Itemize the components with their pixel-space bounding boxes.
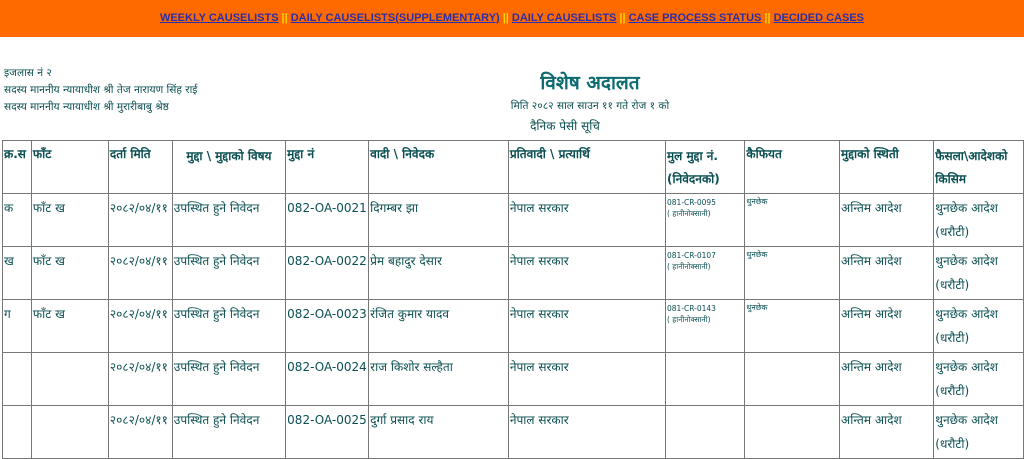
- decision-type: थुनछेक आदेश: [935, 307, 998, 321]
- nav-daily-causelists[interactable]: DAILY CAUSELISTS: [511, 12, 617, 24]
- original-case-number: 081-CR-0143: [667, 304, 716, 313]
- cell-original-case: [666, 247, 745, 300]
- cell-decision: [934, 247, 1024, 300]
- original-case-number: 081-CR-0107: [667, 251, 716, 260]
- cell-plaintiff: प्रेम बहादुर देसार: [369, 247, 509, 300]
- col-defendant: प्रतिवादी \ प्रत्यार्थि: [508, 141, 665, 194]
- decision-type: थुनछेक आदेश: [935, 360, 998, 374]
- col-original-case-number: मुल मुद्दा नं. (निवेदनको): [666, 141, 745, 194]
- cell-remarks: [745, 406, 840, 459]
- table-row: [3, 353, 1024, 406]
- cell-status: अन्तिम आदेश: [840, 406, 934, 459]
- cell-date: २०८२/०४/११: [108, 300, 172, 353]
- cell-status: अन्तिम आदेश: [840, 300, 934, 353]
- cell-defendant: नेपाल सरकार: [508, 247, 665, 300]
- col-case-subject: मुद्दा \ मुद्दाको विषय: [172, 141, 285, 194]
- col-remarks: कैफियत: [745, 141, 840, 194]
- cell-decision: [934, 194, 1024, 247]
- decision-type: थुनछेक आदेश: [935, 201, 998, 215]
- cell-subject: उपस्थित हुने निवेदन: [172, 353, 285, 406]
- list-title: दैनिक पेसी सूचि: [530, 119, 600, 133]
- table-row: [3, 247, 1024, 300]
- cell-serial: [3, 353, 32, 406]
- cell-defendant: नेपाल सरकार: [508, 406, 665, 459]
- cell-decision: [934, 353, 1024, 406]
- cell-subject: उपस्थित हुने निवेदन: [172, 300, 285, 353]
- nav-case-process-status[interactable]: CASE PROCESS STATUS: [628, 12, 762, 24]
- cell-case-number[interactable]: 082-OA-0021: [286, 194, 369, 247]
- cell-subject: उपस्थित हुने निवेदन: [172, 247, 285, 300]
- nav-separator: ||: [764, 12, 771, 24]
- cell-serial: ख: [3, 247, 32, 300]
- cell-font: [31, 406, 108, 459]
- cell-remarks: धुनछेक: [745, 194, 840, 247]
- nav-separator: ||: [281, 12, 288, 24]
- cell-case-number[interactable]: 082-OA-0023: [286, 300, 369, 353]
- decision-subtype: (धरौटी): [935, 331, 970, 345]
- cell-defendant: नेपाल सरकार: [508, 300, 665, 353]
- cell-font: फाँट ख: [31, 194, 108, 247]
- nav-weekly-causelists[interactable]: WEEKLY CAUSELISTS: [159, 12, 279, 24]
- nav-daily-causelists-supplementary[interactable]: DAILY CAUSELISTS(SUPPLEMENTARY): [290, 12, 500, 24]
- decision-subtype: (धरौटी): [935, 278, 970, 292]
- cell-status: अन्तिम आदेश: [840, 194, 934, 247]
- cell-font: फाँट ख: [31, 300, 108, 353]
- cell-subject: उपस्थित हुने निवेदन: [172, 194, 285, 247]
- cell-case-number[interactable]: 082-OA-0024: [286, 353, 369, 406]
- col-plaintiff: वादी \ निवेदक: [369, 141, 509, 194]
- cell-font: [31, 353, 108, 406]
- cell-plaintiff: राज किशोर सल्हैता: [369, 353, 509, 406]
- cell-remarks: धुनछेक: [745, 247, 840, 300]
- col-decision-type: फैसला\आदेशको किसिम: [934, 141, 1024, 194]
- cell-case-number[interactable]: 082-OA-0022: [286, 247, 369, 300]
- cell-plaintiff: दिगम्बर झा: [369, 194, 509, 247]
- cell-subject: उपस्थित हुने निवेदन: [172, 406, 285, 459]
- cell-defendant: नेपाल सरकार: [508, 353, 665, 406]
- cell-date: २०८२/०४/११: [108, 406, 172, 459]
- original-case-subject: ( हानीनोक्सानी): [667, 262, 711, 271]
- date-line: मिति २०८२ साल साउन ११ गते रोज १ को: [510, 100, 670, 112]
- cell-font: फाँट ख: [31, 247, 108, 300]
- cell-date: २०८२/०४/११: [108, 247, 172, 300]
- cell-serial: क: [3, 194, 32, 247]
- decision-type: थुनछेक आदेश: [935, 413, 998, 427]
- cell-serial: [3, 406, 32, 459]
- original-case-number: 081-CR-0095: [667, 198, 716, 207]
- col-serial: क्र.स: [3, 141, 32, 194]
- nav-separator: ||: [502, 12, 509, 24]
- cell-original-case: [666, 406, 745, 459]
- table-row: [3, 300, 1024, 353]
- cell-date: २०८२/०४/११: [108, 194, 172, 247]
- cell-plaintiff: रंजित कुमार यादव: [369, 300, 509, 353]
- page-header: [0, 37, 1024, 140]
- causelist-table: [2, 140, 1024, 459]
- col-case-status: मुद्दाको स्थिती: [840, 141, 934, 194]
- col-case-number: मुद्दा नं: [286, 141, 369, 194]
- decision-subtype: (धरौटी): [935, 437, 970, 451]
- original-case-subject: ( हानीनोक्सानी): [667, 315, 711, 324]
- table-header-row: [3, 141, 1024, 194]
- decision-type: थुनछेक आदेश: [935, 254, 998, 268]
- cell-defendant: नेपाल सरकार: [508, 194, 665, 247]
- table-row: [3, 194, 1024, 247]
- cell-status: अन्तिम आदेश: [840, 247, 934, 300]
- cell-remarks: धुनछेक: [745, 300, 840, 353]
- court-title: विशेष अदालत: [540, 72, 640, 94]
- original-case-subject: ( हानीनोक्सानी): [667, 209, 711, 218]
- cell-case-number[interactable]: 082-OA-0025: [286, 406, 369, 459]
- cell-decision: [934, 300, 1024, 353]
- bench-member-1: सदस्य माननीय न्यायाधीश श्री तेज नारायण सिंह राई: [4, 84, 198, 96]
- cell-date: २०८२/०४/११: [108, 353, 172, 406]
- bench-member-2: सदस्य माननीय न्यायाधीश श्री मुरारीबाबु श्रेष्ठ: [4, 101, 169, 113]
- table-row: [3, 406, 1024, 459]
- nav-decided-cases[interactable]: DECIDED CASES: [773, 12, 865, 24]
- cell-original-case: [666, 353, 745, 406]
- cell-serial: ग: [3, 300, 32, 353]
- nav-separator: ||: [619, 12, 626, 24]
- bench-number: इजलास नं २: [4, 67, 52, 79]
- col-registration-date: दर्ता मिति: [108, 141, 172, 194]
- top-nav: [0, 0, 1024, 37]
- cell-original-case: [666, 300, 745, 353]
- cell-decision: [934, 406, 1024, 459]
- cell-status: अन्तिम आदेश: [840, 353, 934, 406]
- decision-subtype: (धरौटी): [935, 384, 970, 398]
- cell-remarks: [745, 353, 840, 406]
- col-font: फाँट: [31, 141, 108, 194]
- decision-subtype: (धरौटी): [935, 225, 970, 239]
- cell-original-case: [666, 194, 745, 247]
- cell-plaintiff: दुर्गा प्रसाद राय: [369, 406, 509, 459]
